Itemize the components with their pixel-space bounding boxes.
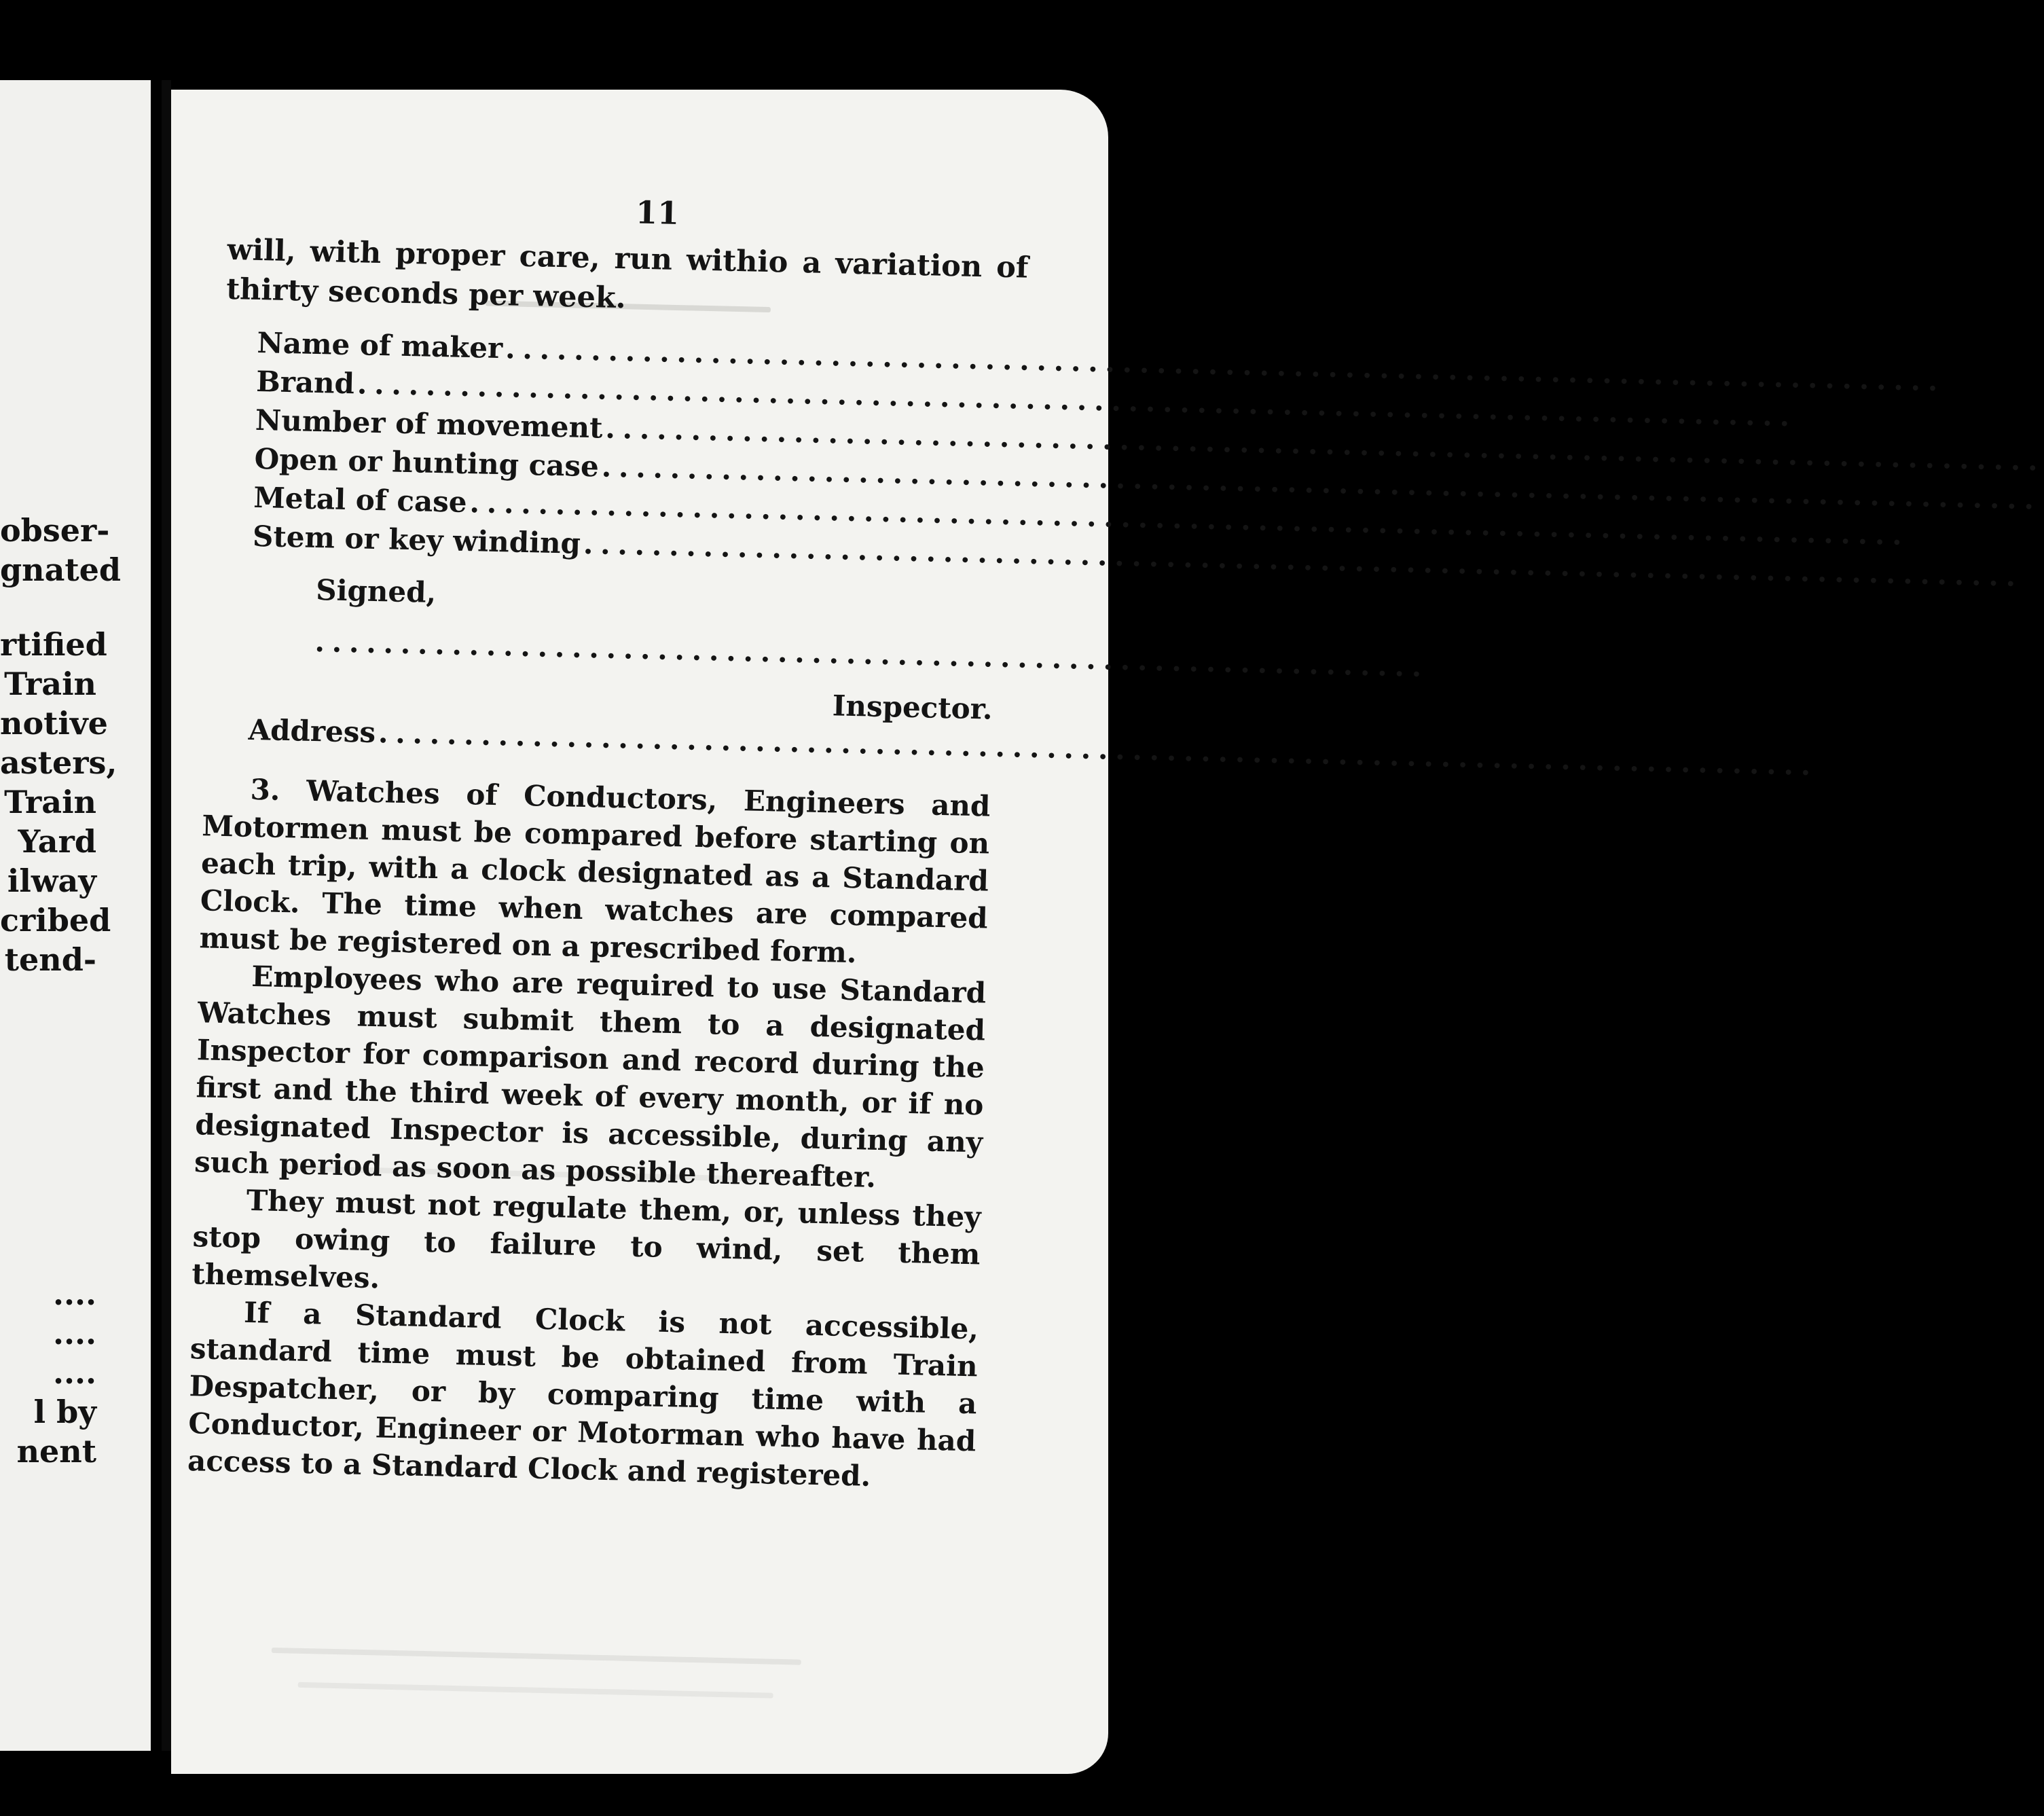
- form-label: Name of maker: [257, 325, 503, 365]
- signed-label: Signed,: [315, 573, 437, 610]
- rule-3-paragraph: If a Standard Clock is not accessible, standard time must be obtained from Train Despatcher, or by comparing time with a Conductor, Engineer or Motorman who have had access to a Standard Clock and registered.: [187, 1295, 979, 1493]
- left-page-text-fragment: tend-: [4, 941, 96, 978]
- left-page-text-fragment: Yard: [18, 823, 96, 860]
- left-page-text-fragment: Train: [4, 666, 96, 702]
- rule-3-paragraph: Employees who are required to use Standard Watches must submit them to a designated Inspector for comparison and record during the first and the third week of every month, or if no designated Inspector is accessible, during any such period as soon as possible thereafter.: [194, 960, 987, 1194]
- left-page-text-fragment: nent: [16, 1433, 96, 1470]
- form-label: Metal of case: [253, 480, 468, 520]
- show-through-mark: [298, 1682, 773, 1699]
- left-page-text-fragment: asters,: [0, 744, 117, 781]
- intro-text: will, with proper care, run withio a variation of thirty seconds per week.: [225, 232, 1029, 316]
- left-page-text-fragment: ilway: [7, 862, 96, 899]
- left-page-text-fragment: obser-: [0, 512, 110, 549]
- left-page-text-fragment: ....: [52, 1354, 96, 1391]
- rule-3-paragraph: 3. Watches of Conductors, Engineers and Motormen must be compared before starting on each trip, with a clock designated as a Standard Clock. The time when watches are compared must be registered on a prescribed form.: [199, 772, 991, 970]
- left-page-text-fragment: gnated: [0, 551, 122, 588]
- left-page-text-fragment: cribed: [0, 902, 111, 939]
- left-page-text-fragment: Train: [4, 784, 96, 820]
- signature-line: [314, 625, 994, 674]
- form-label: Stem or key winding: [252, 519, 581, 560]
- show-through-mark: [272, 1648, 801, 1665]
- rule-3-paragraph: They must not regulate them, or, unless they stop owing to failure to wind, set them themselves.: [191, 1183, 982, 1295]
- watch-record-form: [252, 326, 1004, 575]
- left-page-text-fragment: rtified: [0, 626, 107, 663]
- left-page-text-fragment: ....: [52, 1275, 96, 1312]
- left-page-fragment: [0, 80, 151, 1751]
- form-label: Open or hunting case: [254, 441, 600, 484]
- form-label: Brand: [255, 364, 355, 401]
- form-label: Address: [248, 712, 376, 750]
- left-page-text-fragment: notive: [0, 705, 108, 742]
- rule-3-section: [187, 769, 991, 1497]
- left-page-text-fragment: l by: [33, 1394, 96, 1430]
- inspector-label: Inspector.: [832, 689, 993, 726]
- page: [171, 90, 1108, 1774]
- dot-leader: [378, 716, 1810, 782]
- page-number: 11: [635, 194, 680, 232]
- form-label: Number of movement: [255, 403, 604, 445]
- left-page-text-fragment: ....: [52, 1315, 96, 1351]
